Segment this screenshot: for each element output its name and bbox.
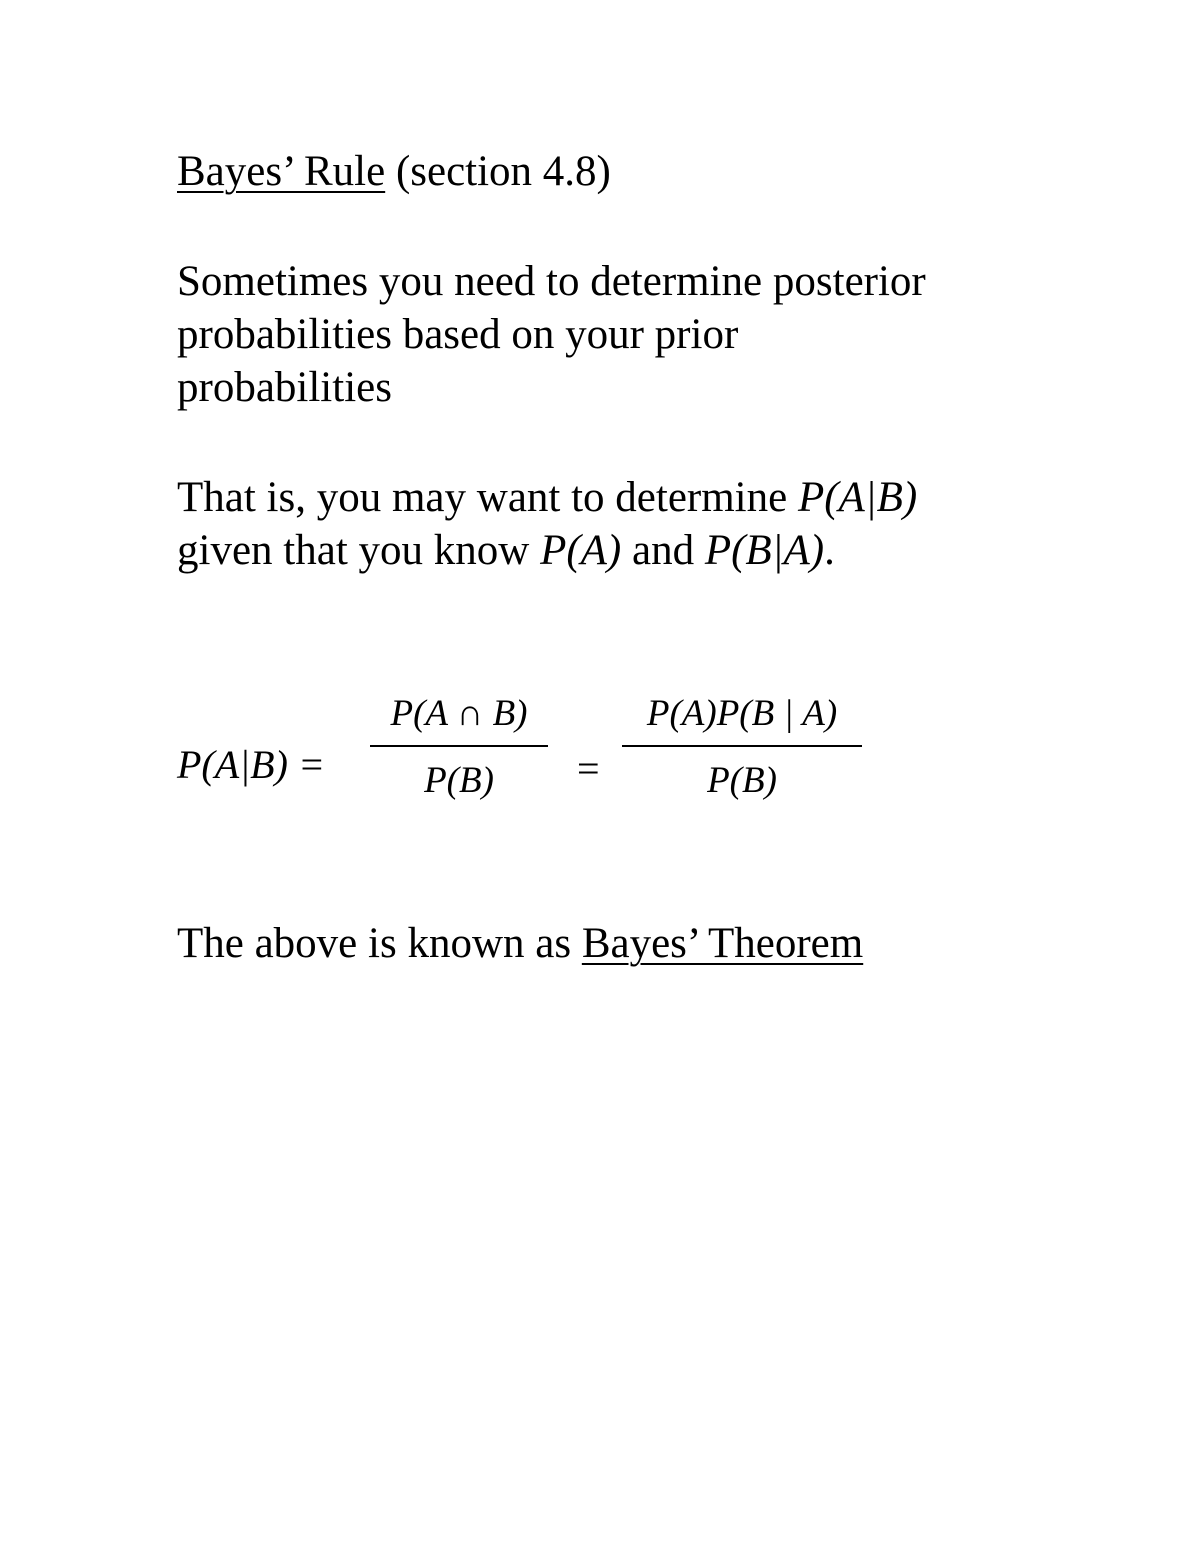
formula-fraction-1 (370, 692, 548, 802)
heading-title: Bayes’ Rule (177, 148, 386, 195)
formula-equals: = (577, 746, 600, 791)
given-text: given that you know (177, 527, 541, 574)
formula-fraction-2 (622, 692, 862, 802)
fraction-1-denominator: P(B) (424, 760, 494, 801)
fraction-2-numerator: P(A)P(B | A) (622, 692, 862, 747)
paragraph-posterior-line-3: probabilities (177, 364, 392, 411)
determine-text: That is, you may want to determine (177, 474, 798, 521)
bayes-theorem-term: Bayes’ Theorem (581, 920, 864, 967)
math-p-a: P(A) (540, 527, 622, 574)
paragraph-posterior-line-2: probabilities based on your prior (177, 311, 739, 358)
period-text: . (824, 527, 835, 574)
heading (177, 150, 611, 193)
paragraph-determine-line-2 (177, 529, 835, 572)
paragraph-determine-line-1 (177, 476, 917, 519)
math-p-b-given-a: P(B|A) (704, 527, 825, 574)
math-p-a-given-b: P(A|B) (797, 474, 918, 521)
closing-text: The above is known as (177, 920, 582, 967)
and-text: and (621, 527, 705, 574)
formula-lhs: P(A|B) = (177, 742, 325, 787)
closing-line (177, 922, 863, 965)
fraction-1-numerator: P(A ∩ B) (370, 692, 548, 747)
fraction-2-denominator: P(B) (707, 760, 777, 801)
heading-section: (section 4.8) (395, 148, 611, 195)
paragraph-posterior-line-1: Sometimes you need to determine posterior (177, 258, 926, 305)
